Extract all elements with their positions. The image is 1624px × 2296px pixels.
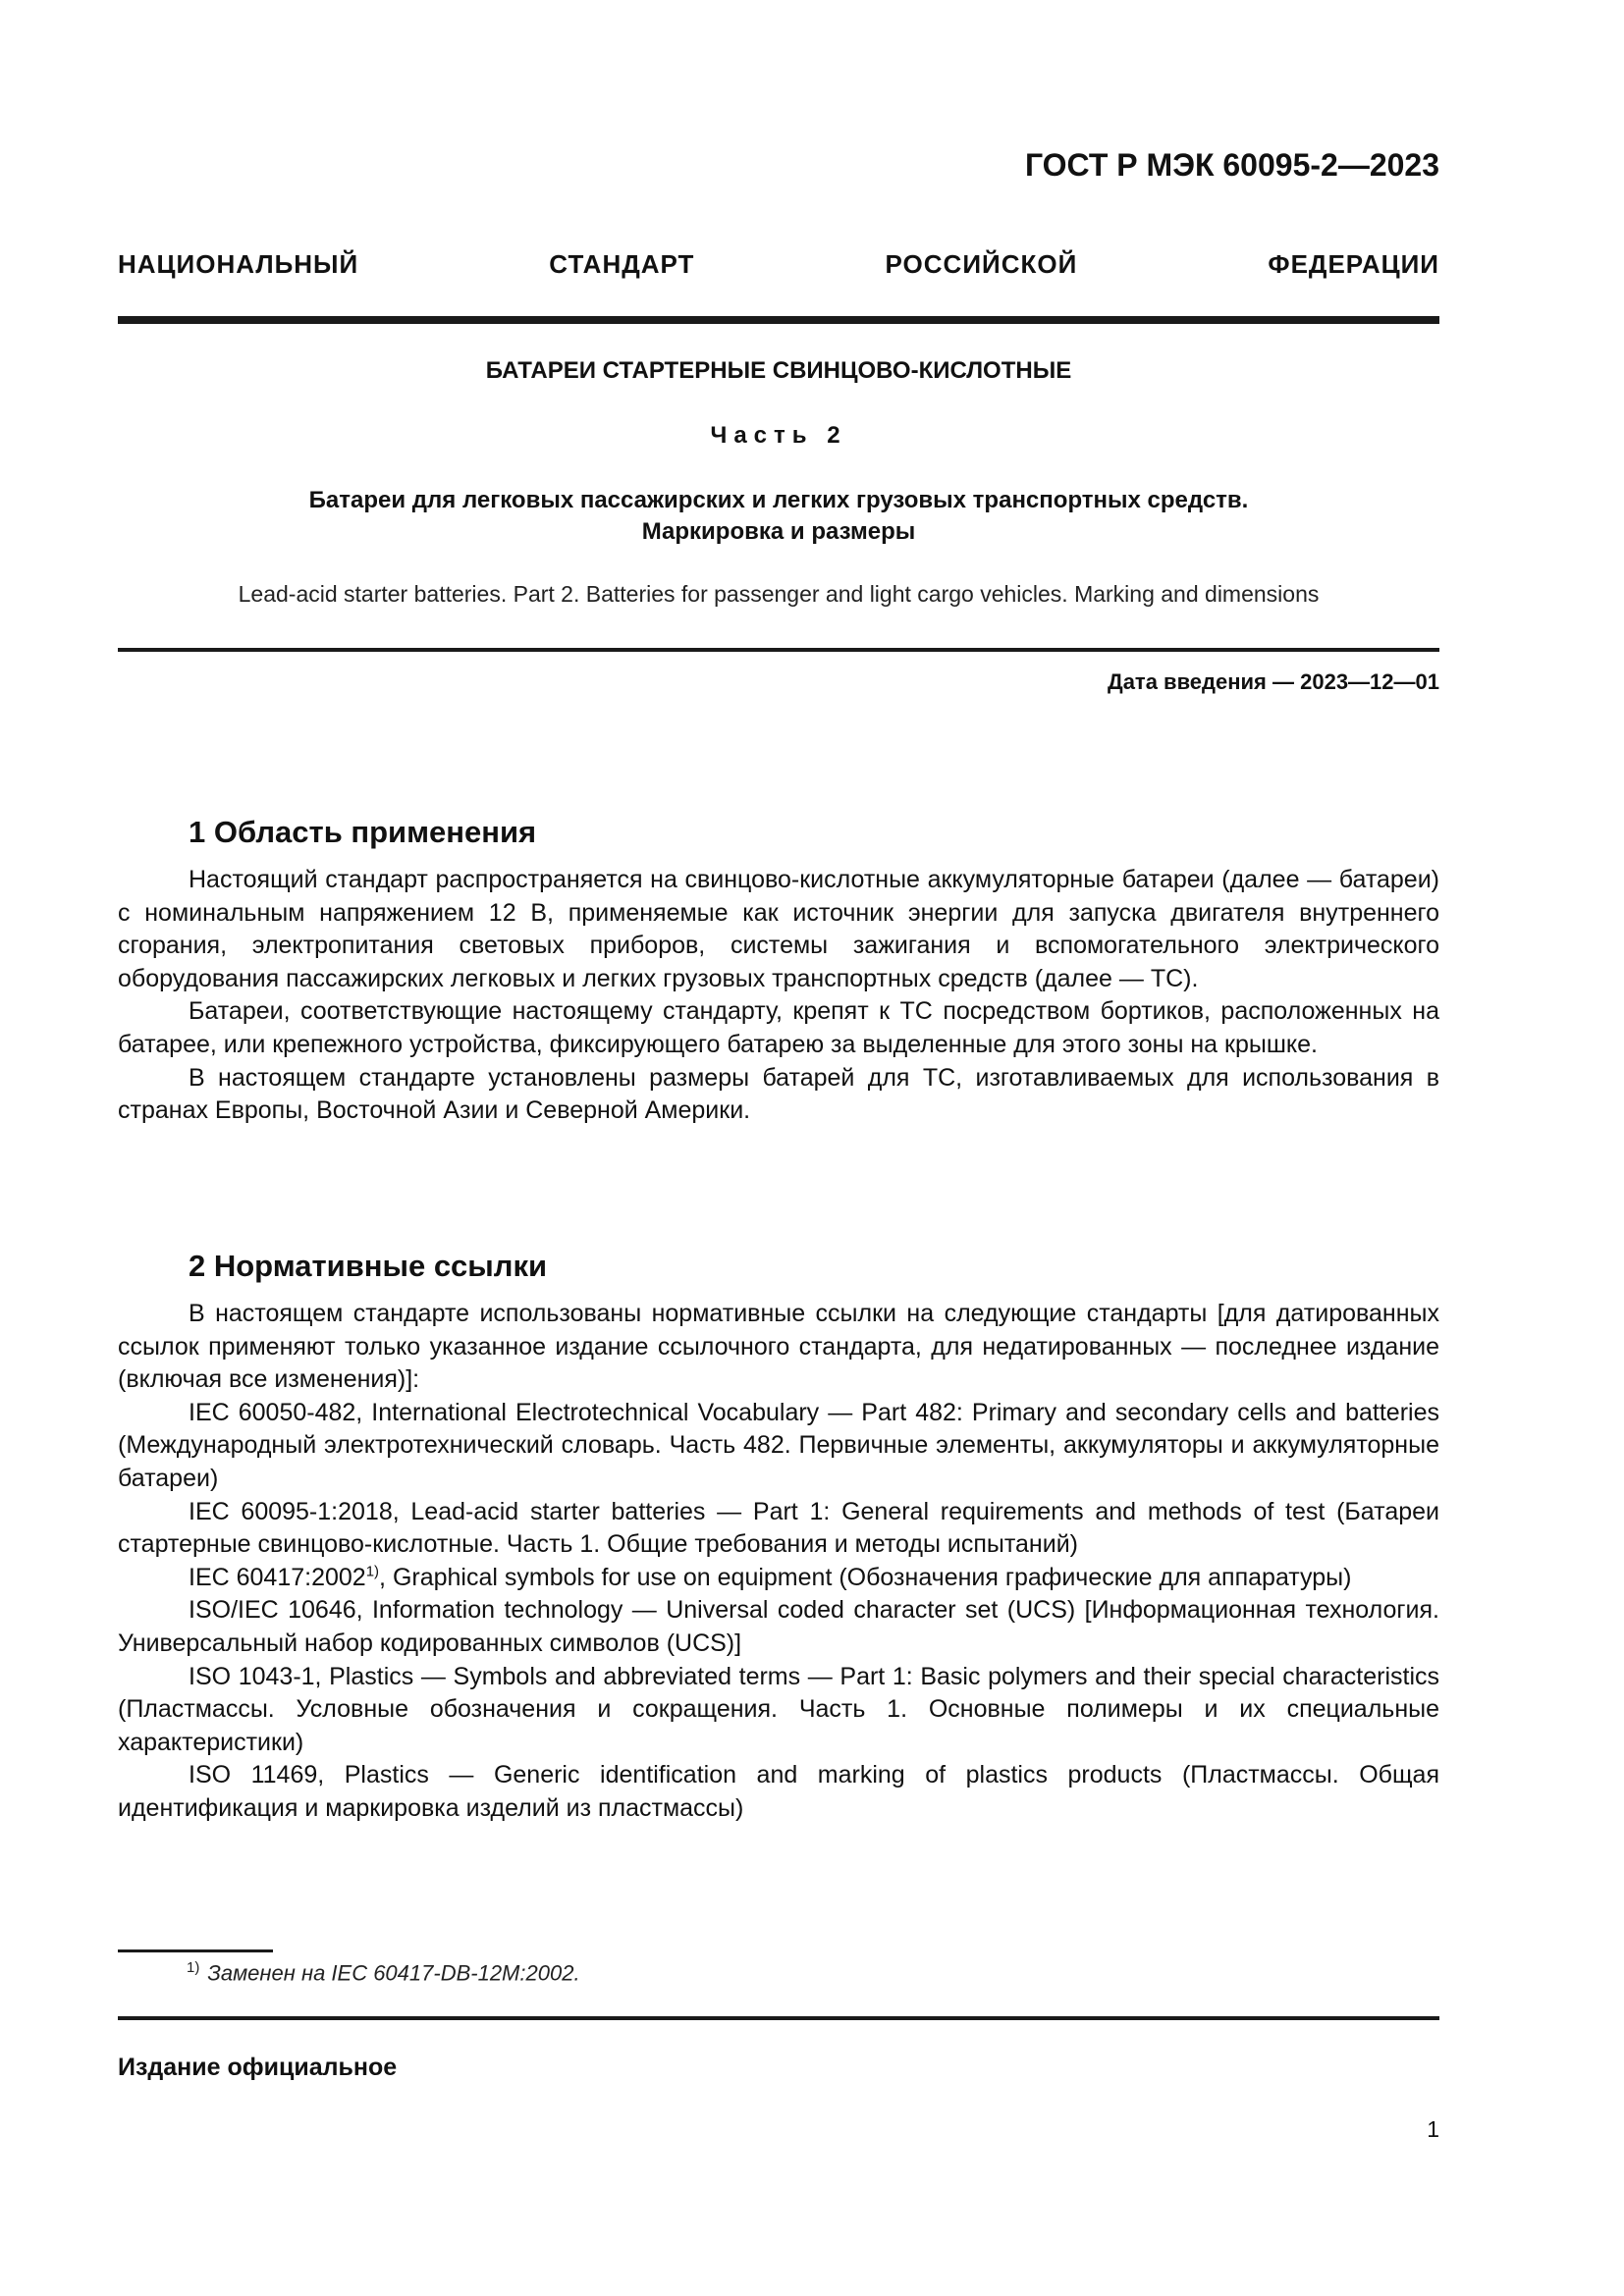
footnote-marker: 1) [365, 1563, 380, 1580]
reference-code: IEC 60417:2002 [189, 1563, 366, 1591]
section-scope [118, 813, 1439, 1128]
header-rule [118, 316, 1439, 324]
document-subtitle [118, 485, 1439, 548]
paragraph: В настоящем стандарте установлены размеры батарей для ТС, изготавливаемых для использования в странах Европы, Восточной Азии и Северной Америки. [118, 1063, 1439, 1125]
footer-rule [118, 2016, 1439, 2020]
document-code: ГОСТ Р МЭК 60095-2—2023 [1024, 147, 1439, 183]
section-normative-references [118, 1247, 1439, 1826]
reference-text: , Graphical symbols for use on equipment (Обозначения графические для аппаратуры) [379, 1563, 1352, 1591]
part-label: Часть 2 [710, 422, 847, 449]
subtitle-line-2: Маркировка и размеры [641, 518, 916, 545]
introduction-date: Дата введения — 2023—12—01 [1108, 669, 1439, 694]
subtitle-line-1: Батареи для легковых пассажирских и легких грузовых транспортных средств. [308, 487, 1249, 513]
section-heading: 1 Область применения [189, 815, 537, 849]
paragraph: Батареи, соответствующие настоящему стандарту, крепят к ТС посредством бортиков, расположенных на батарее, или крепежного устройства, фиксирующего батарею за выделенные для этого зоны на крышке. [118, 997, 1439, 1058]
reference-item: IEC 60050-482, International Electrotechnical Vocabulary — Part 482: Primary and secondary cells and batteries (Международный электротехнический словарь. Часть 482. Первичные элементы, аккумуляторы и аккумуляторные батареи) [118, 1398, 1439, 1492]
title-rule [118, 648, 1439, 652]
footnote [187, 1959, 580, 1986]
document-title: БАТАРЕИ СТАРТЕРНЫЕ СВИНЦОВО-КИСЛОТНЫЕ [485, 357, 1072, 384]
reference-item: ISO 11469, Plastics — Generic identification and marking of plastics products (Пластмассы. Общая идентификация и маркировка изделий из пластмассы) [118, 1761, 1439, 1822]
reference-item: IEC 60095-1:2018, Lead-acid starter batteries — Part 1: General requirements and methods of test (Батареи стартерные свинцово-кислотные. Часть 1. Общие требования и методы испытаний) [118, 1497, 1439, 1559]
paragraph: Настоящий стандарт распространяется на свинцово-кислотные аккумуляторные батареи (далее — батареи) с номинальным напряжением 12 В, применяемые как источник энергии для запуска двигателя внутреннего сгорания, электропитания световых приборов, системы зажигания и вспомогательного электрического оборудования пассажирских легковых и легких грузовых транспортных средств (далее — ТС). [118, 866, 1439, 992]
english-title: Lead-acid starter batteries. Part 2. Batteries for passenger and light cargo vehicles. Marking and dimensions [238, 581, 1320, 607]
footnote-rule [118, 1949, 273, 1952]
reference-item: ISO 1043-1, Plastics — Symbols and abbreviated terms — Part 1: Basic polymers and their special characteristics (Пластмассы. Условные обозначения и сокращения. Часть 1. Основные полимеры и их специальные характеристики) [118, 1662, 1439, 1756]
edition-label: Издание официальное [118, 2054, 398, 2081]
reference-item [118, 1562, 1439, 1595]
paragraph: В настоящем стандарте использованы нормативные ссылки на следующие стандарты [для датированных ссылок применяют только указанное издание ссылочного стандарта, для недатированных — последнее издание (включая все изменения)]: [118, 1300, 1439, 1394]
page-number: 1 [1427, 2116, 1439, 2142]
footnote-text: Заменен на IEC 60417-DB-12M:2002. [207, 1960, 580, 1986]
footnote-marker: 1) [187, 1959, 200, 1976]
standard-banner: НАЦИОНАЛЬНЫЙ СТАНДАРТ РОССИЙСКОЙ ФЕДЕРАЦИИ [118, 249, 1439, 279]
reference-item: ISO/IEC 10646, Information technology — Universal coded character set (UCS) [Информационная технология. Универсальный набор кодированных символов (UCS)] [118, 1596, 1439, 1657]
section-heading: 2 Нормативные ссылки [189, 1249, 548, 1283]
